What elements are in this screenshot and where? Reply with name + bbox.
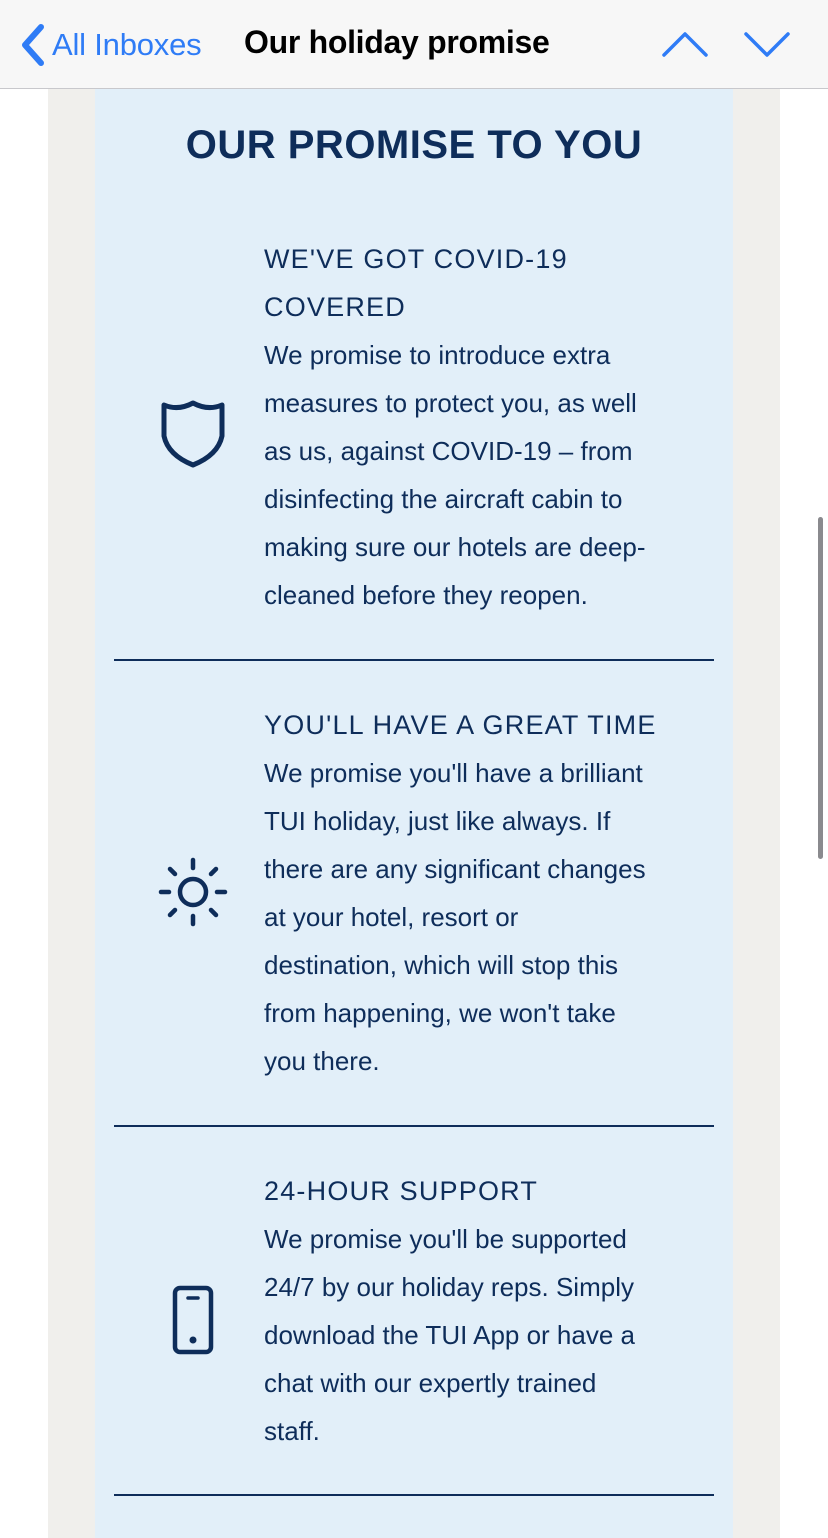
section-title: OUR PROMISE TO YOU: [185, 123, 643, 167]
promise-heading: WE'VE GOT COVID-19 COVERED: [264, 244, 568, 322]
back-button[interactable]: [20, 22, 201, 68]
promise-great-time: [95, 701, 733, 1101]
divider: [114, 1494, 714, 1496]
promise-body: We promise you'll be supported 24/7 by our holiday reps. Simply download the TUI App or have a chat with our expertly trained staff.: [264, 1224, 635, 1446]
divider: [114, 1125, 714, 1127]
promise-support: [95, 1167, 733, 1467]
chevron-down-icon: [742, 22, 792, 68]
chevron-up-icon: [660, 22, 710, 68]
promise-heading: YOU'LL HAVE A GREAT TIME: [264, 710, 657, 740]
navigation-bar: [0, 0, 828, 89]
previous-message-button[interactable]: [660, 22, 710, 68]
divider: [114, 659, 714, 661]
sun-icon: [155, 854, 231, 930]
promise-heading: 24-HOUR SUPPORT: [264, 1176, 539, 1206]
scroll-indicator[interactable]: [818, 517, 823, 859]
email-body[interactable]: [0, 89, 828, 1538]
promise-body: We promise you'll have a brilliant TUI holiday, just like always. If there are any significant changes at your hotel, resort or destination, which will stop this from happening, we won't take you there.: [264, 758, 646, 1076]
promise-covid: [95, 235, 733, 655]
back-label: All Inboxes: [52, 27, 202, 62]
promise-panel: [95, 89, 733, 1538]
chevron-left-icon: [20, 23, 46, 67]
shield-icon: [155, 395, 231, 471]
next-message-button[interactable]: [742, 22, 792, 68]
phone-icon: [155, 1283, 231, 1359]
message-title: Our holiday promise: [244, 24, 550, 60]
promise-body: We promise to introduce extra measures to protect you, as well as us, against COVID-19 – from disinfecting the aircraft cabin to making sure our hotels are deep- cleaned before they reopen.: [264, 340, 646, 610]
